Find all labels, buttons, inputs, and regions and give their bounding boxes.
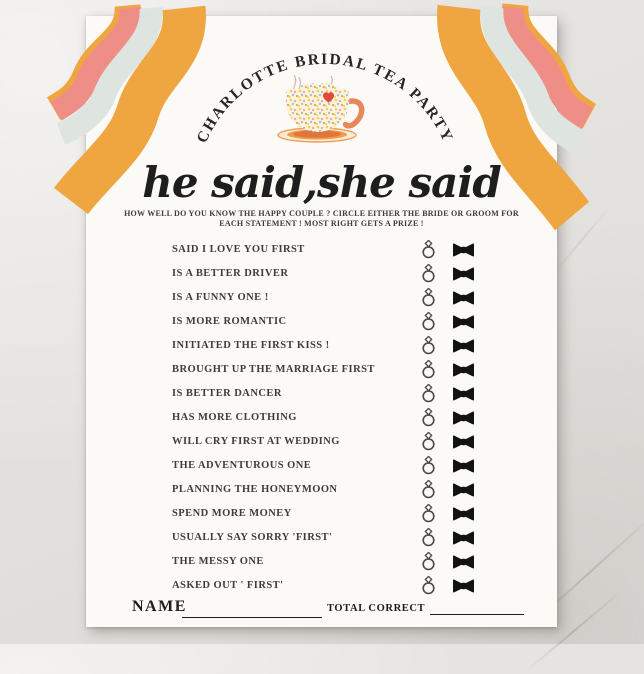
ring-icon [422,552,435,571]
ring-icon [422,312,435,331]
bowtie-icon [453,243,474,257]
statement-label: IS A FUNNY ONE ! [172,292,269,303]
bowtie-icon [453,459,474,473]
statement-row [172,363,484,377]
statement-row [172,555,484,569]
statement-label: INITIATED THE FIRST KISS ! [172,340,330,351]
statement-label: THE MESSY ONE [172,556,264,567]
cup-body-icon [286,83,350,132]
bowtie-icon [453,339,474,353]
ring-icon [422,480,435,499]
statement-label: USUALLY SAY SORRY 'FIRST' [172,532,333,543]
bowtie-icon [453,411,474,425]
ring-icon [422,360,435,379]
ring-icon [422,504,435,523]
statement-label: THE ADVENTUROUS ONE [172,460,312,471]
statement-label: BROUGHT UP THE MARRIAGE FIRST [172,364,375,375]
ring-icon [422,432,435,451]
bowtie-icon [453,555,474,569]
name-fill-line [182,617,322,618]
total-correct-fill-line [430,614,524,615]
ring-icon [422,240,435,259]
ring-icon [422,288,435,307]
footer [86,597,557,623]
bowtie-icon [453,267,474,281]
statement-label: SPEND MORE MONEY [172,508,292,519]
ring-icon [422,456,435,475]
bowtie-icon [453,291,474,305]
statement-row [172,243,484,257]
statement-row [172,339,484,353]
statement-row [172,291,484,305]
ring-icon [422,264,435,283]
ring-icon [422,576,435,595]
bowtie-icon [453,387,474,401]
statement-label: ASKED OUT ' FIRST' [172,580,284,591]
bowtie-icon [453,315,474,329]
bowtie-icon [453,507,474,521]
instructions-line1: HOW WELL DO YOU KNOW THE HAPPY COUPLE ? CIRCLE EITHER THE BRIDE OR GROOM FOR [124,209,519,218]
statement-label: WILL CRY FIRST AT WEDDING [172,436,340,447]
statement-row [172,579,484,593]
bowtie-icon [453,579,474,593]
statement-row [172,411,484,425]
statement-row [172,483,484,497]
bowtie-icon [453,483,474,497]
ring-icon [422,384,435,403]
teacup-illustration [271,71,371,151]
statements-list [172,243,484,593]
statement-label: IS A BETTER DRIVER [172,268,289,279]
bowtie-icon [453,363,474,377]
ring-icon [422,336,435,355]
ring-icon [422,408,435,427]
statement-label: HAS MORE CLOTHING [172,412,297,423]
statement-label: IS BETTER DANCER [172,388,282,399]
name-label: NAME [132,598,187,615]
main-title: he said,she said [142,158,501,207]
ring-icon [422,528,435,547]
bowtie-icon [453,435,474,449]
statement-label: IS MORE ROMANTIC [172,316,287,327]
statement-row [172,531,484,545]
statement-row [172,435,484,449]
total-correct-label: TOTAL CORRECT [327,603,426,614]
statement-row [172,387,484,401]
statement-label: PLANNING THE HONEYMOON [172,484,338,495]
flyer-card [86,16,557,627]
instructions [86,209,557,228]
statement-label: SAID I LOVE YOU FIRST [172,244,305,255]
instructions-line2: EACH STATEMENT ! MOST RIGHT GETS A PRIZE ! [219,218,424,228]
statement-row [172,315,484,329]
statement-row [172,459,484,473]
bowtie-icon [453,531,474,545]
statement-row [172,267,484,281]
statement-row [172,507,484,521]
arc-title: CHARLOTTE BRIDAL TEA PARTY [193,50,457,146]
